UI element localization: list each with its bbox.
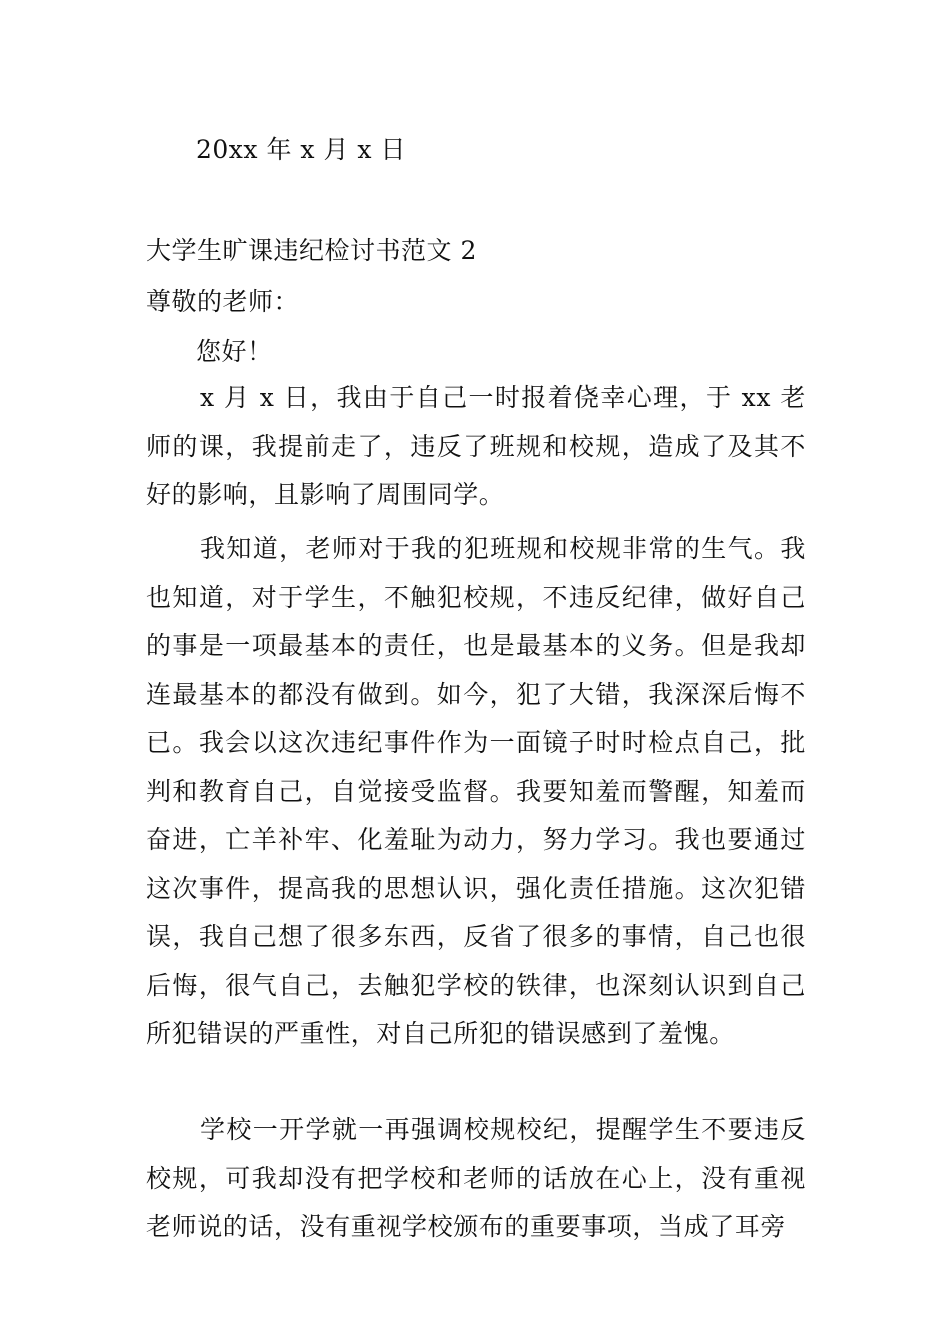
paragraph-3: 学校一开学就一再强调校规校纪，提醒学生不要违反校规，可我却没有把学校和老师的话放在心上，没有重视老师说的话，没有重视学校颁布的重要事项，当成了耳旁 [146,1115,806,1241]
paragraph-1: x 月 x 日，我由于自己一时报着侥幸心理，于 xx 老师的课，我提前走了，违反了班规和校规，造成了及其不好的影响，且影响了周围同学。 [146,383,806,509]
greeting: 您好！ [196,337,273,366]
document-title: 大学生旷课违纪检讨书范文 2 [146,236,477,265]
paragraph-2: 我知道，老师对于我的犯班规和校规非常的生气。我也知道，对于学生，不触犯校规，不违反纪律，做好自己的事是一项最基本的责任，也是最基本的义务。但是我却连最基本的都没有做到。如今，犯了大错，我深深后悔不已。我会以这次违纪事件作为一面镜子时时检点自己，批判和教育自己，自觉接受监督。我要知羞而警醒，知羞而奋进，亡羊补牢、化羞耻为动力，努力学习。我也要通过这次事件，提高我的思想认识，强化责任措施。这次犯错误，我自己想了很多东西，反省了很多的事情，自己也很后悔，很气自己，去触犯学校的铁律，也深刻认识到自己所犯错误的严重性，对自己所犯的错误感到了羞愧。 [146,534,806,1048]
date-line: 20xx 年 x 月 x 日 [196,135,406,164]
salutation: 尊敬的老师： [146,287,300,316]
